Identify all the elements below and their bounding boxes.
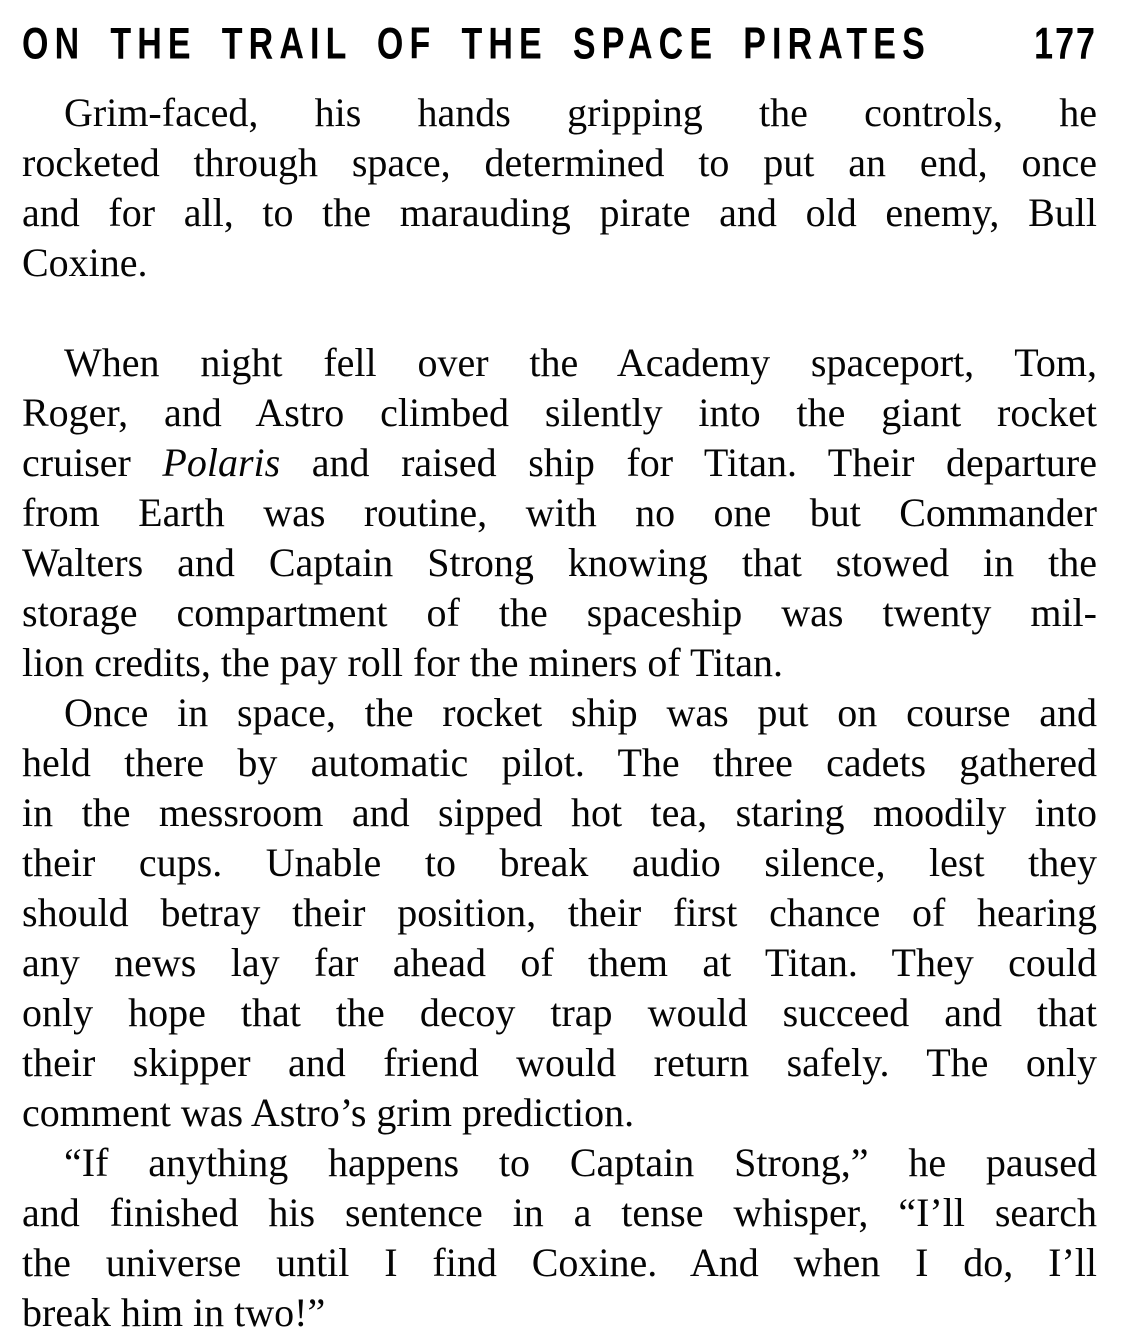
paragraph: [22, 88, 1097, 288]
body-text: [22, 88, 1097, 1338]
page-number: 177: [1034, 19, 1097, 69]
text-line: their cups. Unable to break audio silence, lest they: [22, 840, 1097, 885]
text-line: Coxine.: [22, 240, 148, 285]
text-line: should betray their position, their first chance of hearing: [22, 890, 1097, 935]
text-line: rocketed through space, determined to put an end, once: [22, 140, 1097, 185]
page-header: [22, 18, 1097, 70]
text-line: any news lay far ahead of them at Titan. They could: [22, 940, 1097, 985]
text-line: Walters and Captain Strong knowing that stowed in the: [22, 540, 1097, 585]
text-line: in the messroom and sipped hot tea, staring moodily into: [22, 790, 1097, 835]
text-line: Roger, and Astro climbed silently into the giant rocket: [22, 390, 1097, 435]
text-line: When night fell over the Academy spaceport, Tom,: [64, 340, 1097, 385]
text-line: from Earth was routine, with no one but Commander: [22, 490, 1097, 535]
text-line: “If anything happens to Captain Strong,” he paused: [64, 1140, 1097, 1185]
text-line: the universe until I find Coxine. And when I do, I’ll: [22, 1240, 1097, 1285]
text-line: break him in two!”: [22, 1290, 326, 1335]
text-line: held there by automatic pilot. The three cadets gathered: [22, 740, 1097, 785]
text-line: and for all, to the marauding pirate and old enemy, Bull: [22, 190, 1097, 235]
text-line: storage compartment of the spaceship was twenty mil-: [22, 590, 1097, 635]
text-line: only hope that the decoy trap would succeed and that: [22, 990, 1097, 1035]
text-line: Once in space, the rocket ship was put on course and: [64, 690, 1097, 735]
paragraph: [22, 338, 1097, 688]
paragraph: [22, 1138, 1097, 1338]
text-line: and finished his sentence in a tense whisper, “I’ll search: [22, 1190, 1097, 1235]
text-line: cruiser Polaris and raised ship for Titan. Their departure: [22, 440, 1098, 485]
text-line: their skipper and friend would return safely. The only: [22, 1040, 1097, 1085]
paragraph: [22, 688, 1097, 1138]
text-line: lion credits, the pay roll for the miners of Titan.: [22, 640, 783, 685]
text-line: comment was Astro’s grim prediction.: [22, 1090, 635, 1135]
chapter-title: ON THE TRAIL OF THE SPACE PIRATES: [22, 19, 931, 69]
text-line: Grim-faced, his hands gripping the controls, he: [64, 90, 1097, 135]
